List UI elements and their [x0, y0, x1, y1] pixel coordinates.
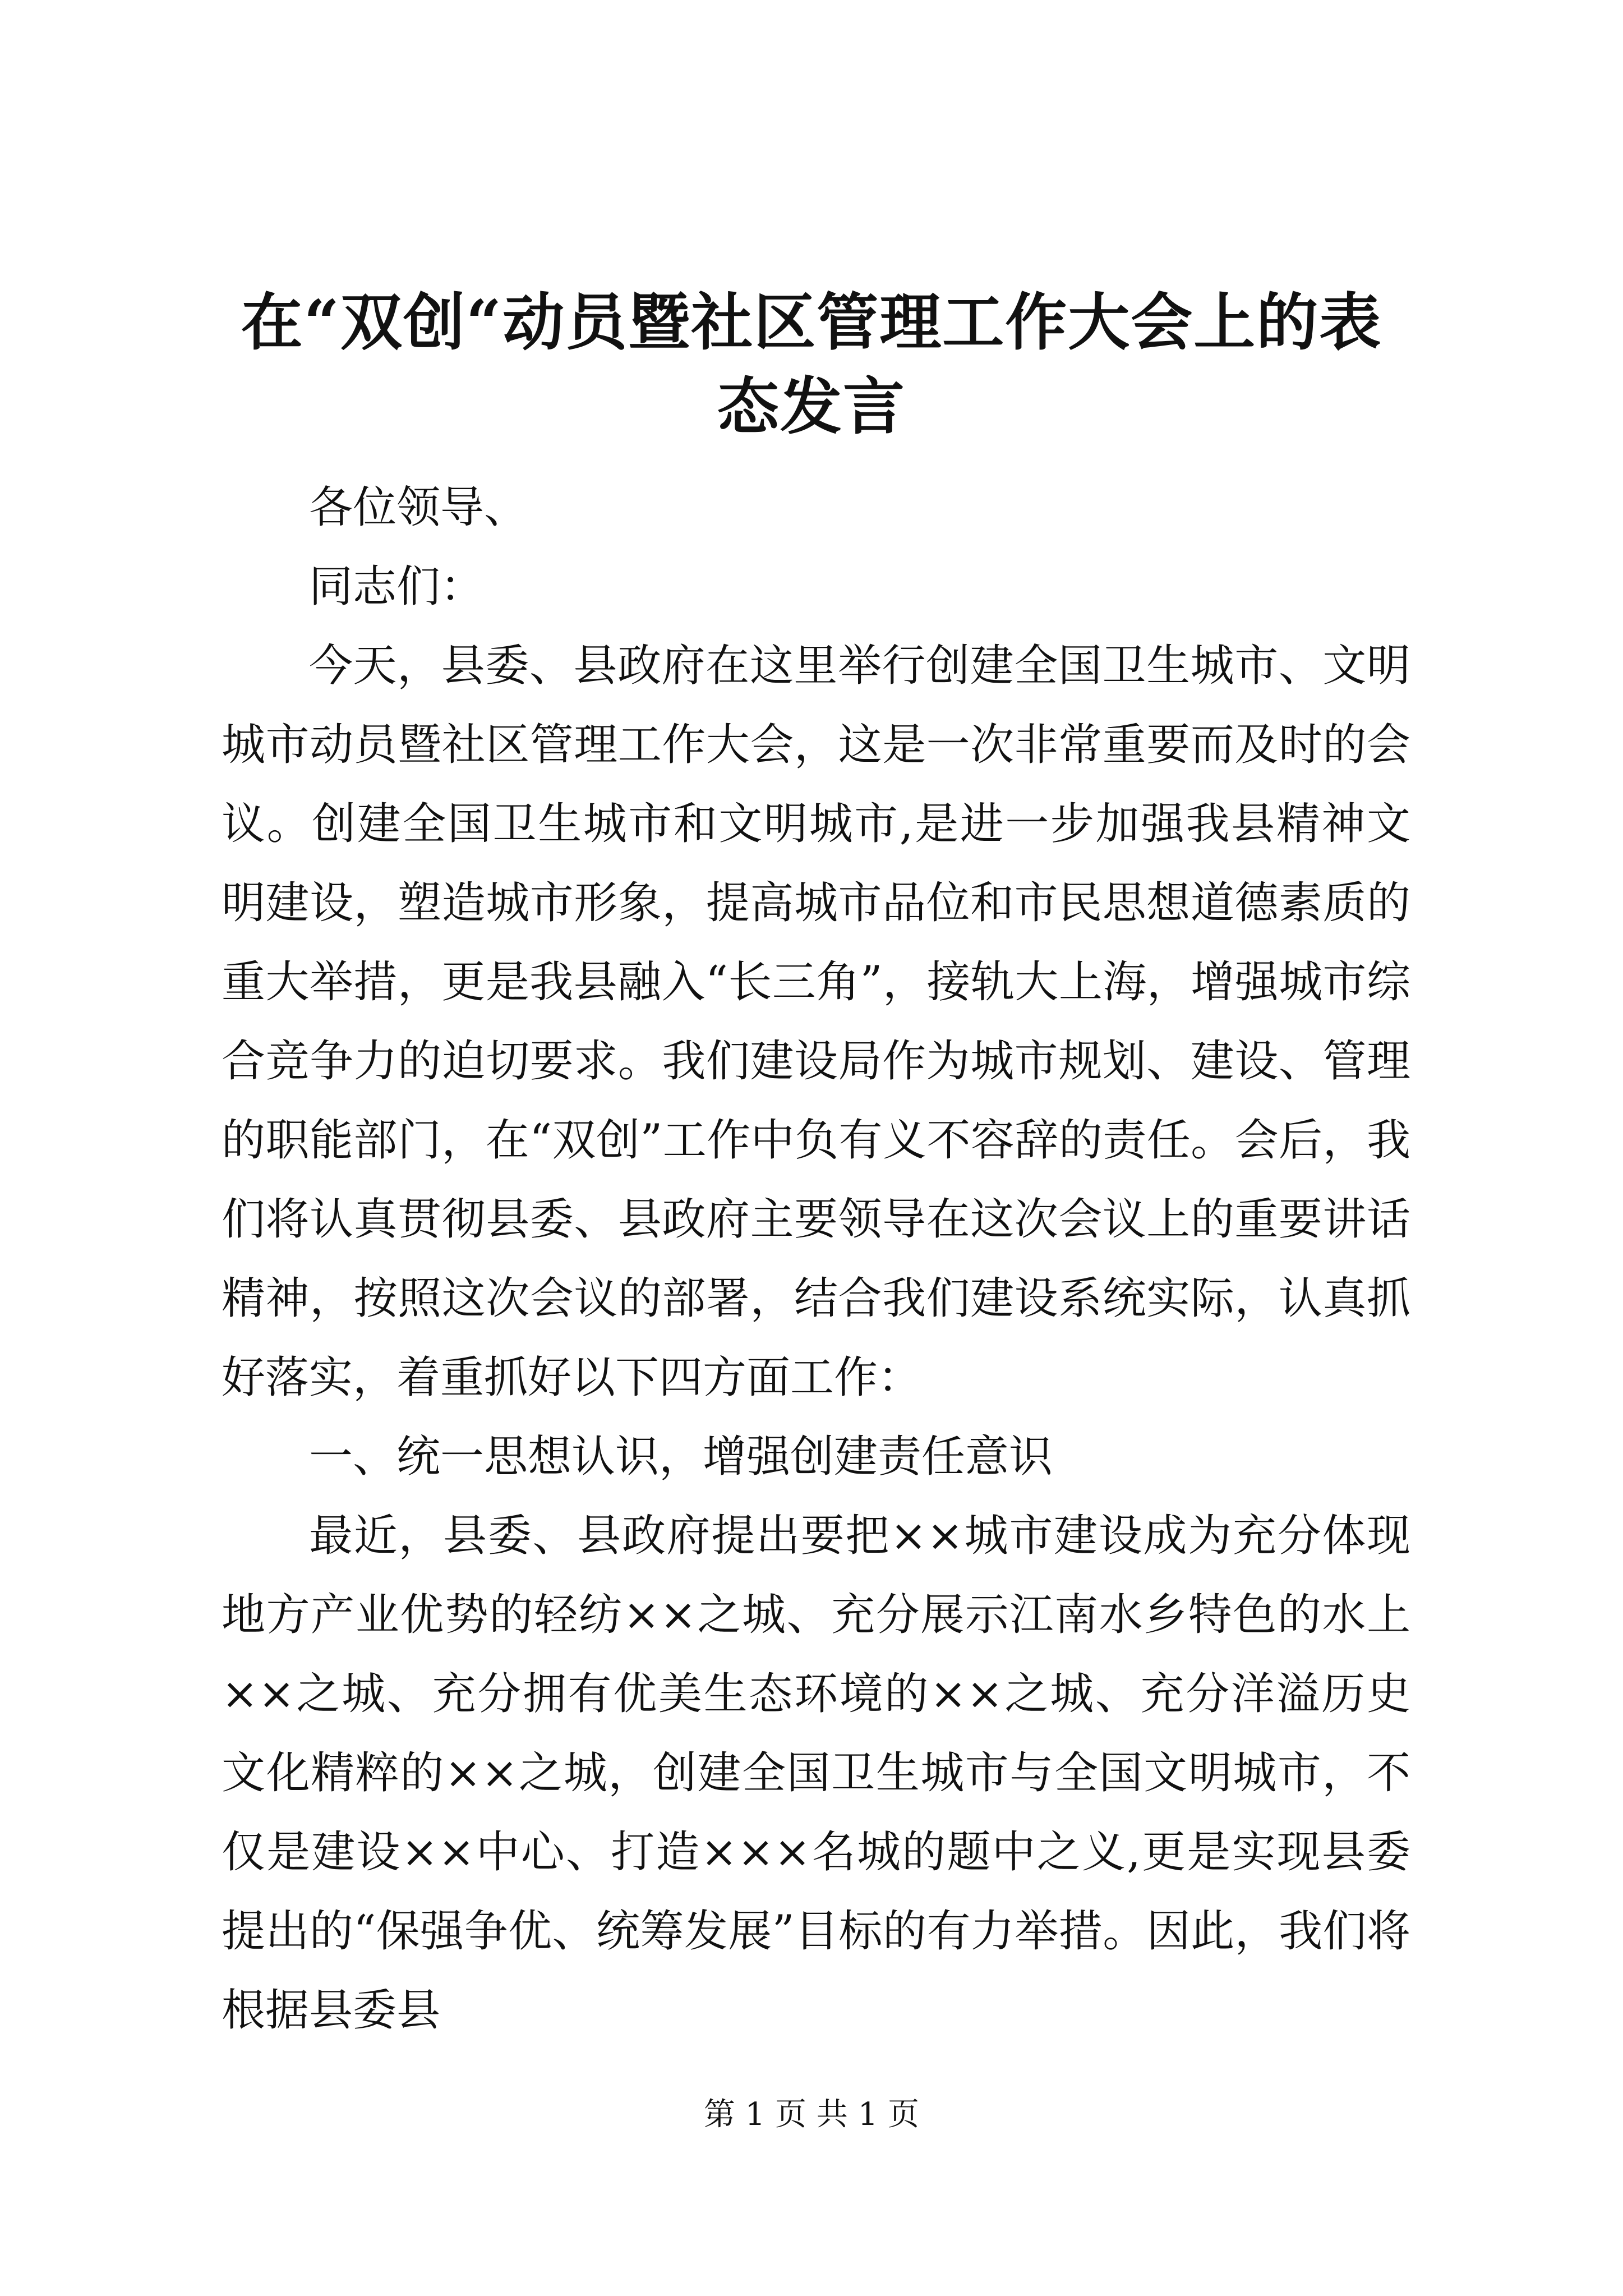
- page-footer: 第 1 页 共 1 页: [703, 2096, 920, 2133]
- paragraph: 最近，县委、县政府提出要把××城市建设成为充分体现地方产业优势的轻纺××之城、充分展示江南水乡特色的水上××之城、充分拥有优美生态环境的××之城、充分洋溢历史文化精粹的××之城，创建全国卫生城市与全国文明城市，不仅是建设××中心、打造×××名城的题中之义,更是实现县委提出的“保强争优、统筹发展”目标的有力举措。因此，我们将根据县委县: [222, 1511, 1410, 2036]
- document-body: [222, 468, 1410, 2050]
- paragraph: 今天，县委、县政府在这里举行创建全国卫生城市、文明城市动员暨社区管理工作大会，这是一次非常重要而及时的会议。创建全国卫生城市和文明城市,是进一步加强我县精神文明建设，塑造城市形象，提高城市品位和市民思想道德素质的重大举措，更是我县融入“长三角”，接轨大上海，增强城市综合竞争力的迫切要求。我们建设局作为城市规划、建设、管理的职能部门，在“双创”工作中负有义不容辞的责任。会后，我们将认真贯彻县委、县政府主要领导在这次会议上的重要讲话精神，按照这次会议的部署，结合我们建设系统实际，认真抓好落实，着重抓好以下四方面工作：: [222, 641, 1410, 1403]
- salutation-line-1: 各位领导、: [309, 482, 528, 533]
- salutation-line-2: 同志们：: [309, 562, 485, 612]
- document-title: 在“双创“动员暨社区管理工作大会上的表态发言: [241, 286, 1382, 443]
- section-heading: 一、统一思想认识，增强创建责任意识: [309, 1432, 1053, 1482]
